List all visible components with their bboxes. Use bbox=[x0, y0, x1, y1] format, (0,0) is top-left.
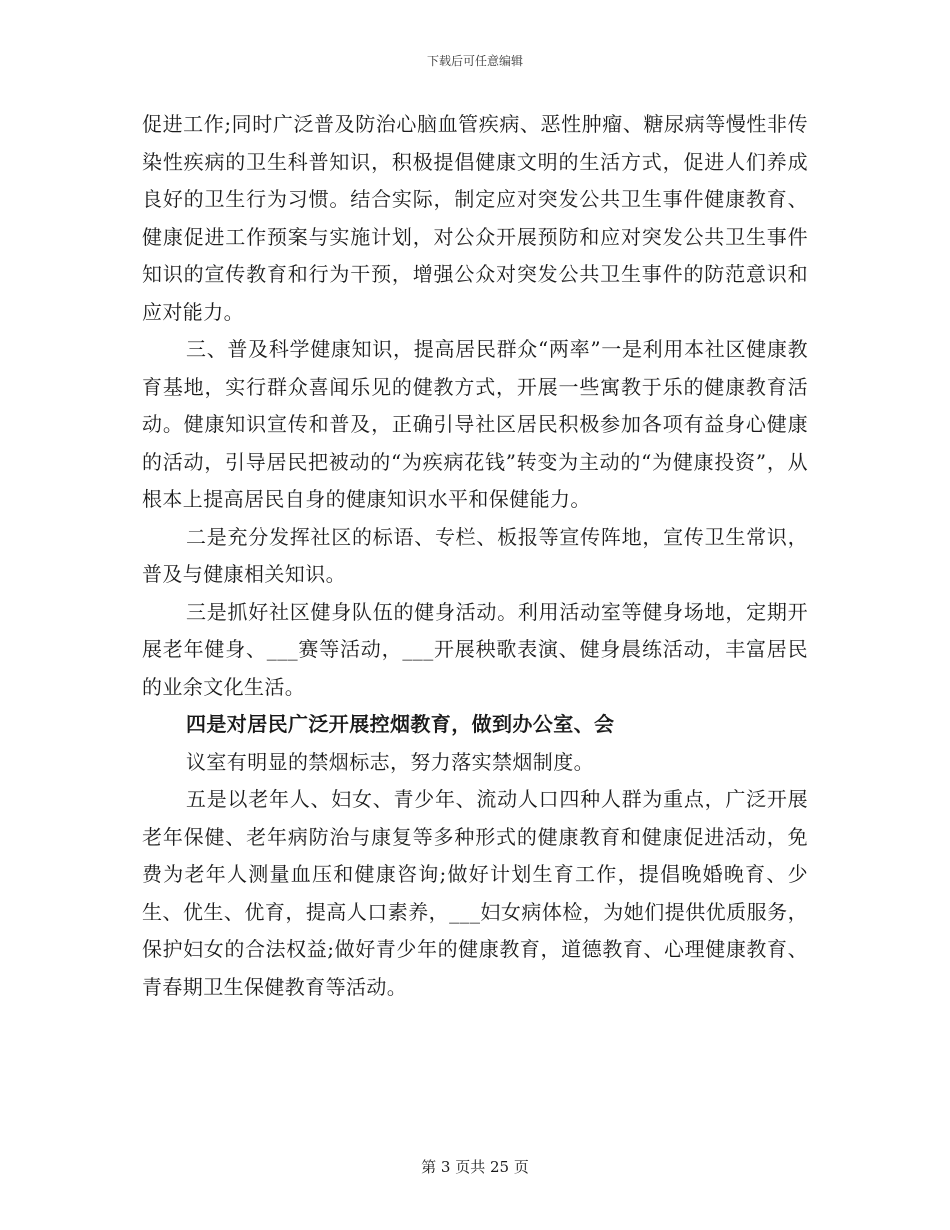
paragraph-item-two: 二是充分发挥社区的标语、专栏、板报等宣传阵地，宣传卫生常识，普及与健康相关知识。 bbox=[142, 524, 808, 586]
paragraph-item-five: 五是以老年人、妇女、青少年、流动人口四种人群为重点，广泛开展老年保健、老年病防治与康复等多种形式的健康教育和健康促进活动，免费为老年人测量血压和健康咨询;做好计划生育工作，提倡晚婚晚育、少生、优生、优育，提高人口素养，___妇女病体检，为她们提供优质服务，保护妇女的合法权益;做好青少年的健康教育，道德教育、心理健康教育、青春期卫生保健教育等活动。 bbox=[142, 787, 808, 999]
page-number: 第 3 页共 25 页 bbox=[421, 1158, 529, 1176]
paragraph-item-four: 议室有明显的禁烟标志，努力落实禁烟制度。 bbox=[186, 749, 594, 774]
paragraph-section-three: 三、普及科学健康知识，提高居民群众“两率”一是利用本社区健康教育基地，实行群众喜闻乐见的健教方式，开展一些寓教于乐的健康教育活动。健康知识宣传和普及，正确引导社区居民积极参加各项有益身心健康的活动，引导居民把被动的“为疾病花钱”转变为主动的“为健康投资”，从根本上提高居民自身的健康知识水平和保健能力。 bbox=[142, 337, 808, 511]
paragraph-health-promotion: 促进工作;同时广泛普及防治心脑血管疾病、恶性肿瘤、糖尿病等慢性非传染性疾病的卫生科普知识，积极提倡健康文明的生活方式，促进人们养成良好的卫生行为习惯。结合实际，制定应对突发公共卫生事件健康教育、健康促进工作预案与实施计划，对公众开展预防和应对突发公共卫生事件知识的宣传教育和行为干预，增强公众对突发公共卫生事件的防范意识和应对能力。 bbox=[142, 112, 808, 324]
paragraph-item-four-heading: 四是对居民广泛开展控烟教育，做到办公室、会 bbox=[186, 712, 615, 736]
header-note: 下载后可任意编辑 bbox=[426, 54, 523, 68]
paragraph-item-three: 三是抓好社区健身队伍的健身活动。利用活动室等健身场地，定期开展老年健身、___赛等活动，___开展秧歌表演、健身晨练活动，丰富居民的业余文化生活。 bbox=[142, 599, 808, 699]
document-body bbox=[142, 106, 808, 1006]
